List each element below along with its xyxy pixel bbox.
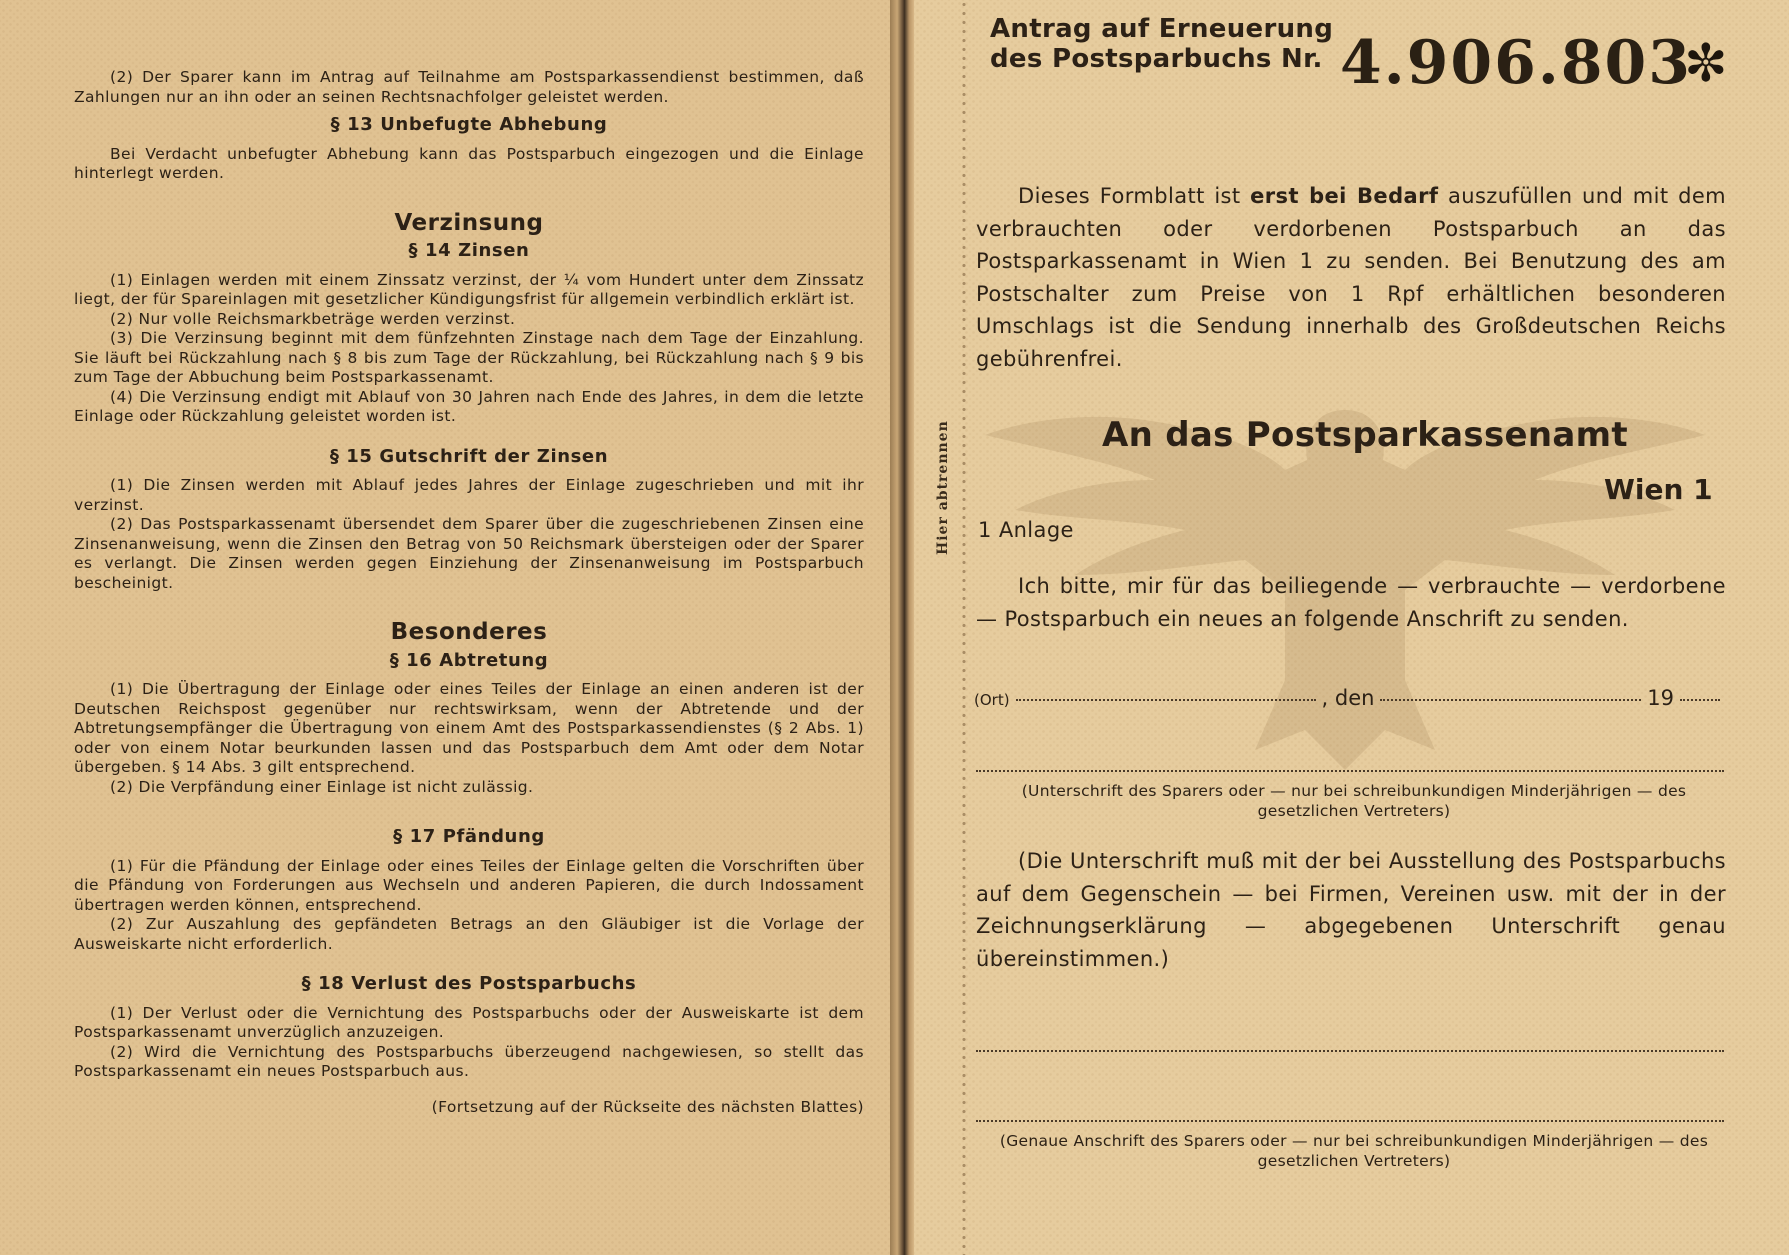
section-17-title: § 17 Pfändung: [393, 826, 545, 847]
section-17-p1: (1) Für die Pfändung der Einlage oder eines Teiles der Einlage gelten die Vorschriften über die Pfändung von Forderungen aus Wechseln und anderen Papieren, die durch Indossament übertragen werden können, entsprechend.: [74, 856, 864, 914]
section-18-p2: (2) Wird die Vernichtung des Postsparbuchs überzeugend nachgewiesen, so stellt das Postsparkassenamt ein neues Postsparbuch aus.: [74, 1042, 864, 1080]
section-14-p3: (3) Die Verzinsung beginnt mit dem fünfzehnten Zinstage nach dem Tage der Einzahlung. Sie läuft bei Rückzahlung nach § 8 bis zum Tage der Rückzahlung, bei Rückzahlung nach § 9 bis zum Tage der Abbuchung beim Postsparkassenamt.: [74, 329, 864, 386]
form-title-line-2: des Postsparbuchs Nr.: [990, 44, 1323, 74]
section-16-p2: (2) Die Verpfändung einer Einlage ist nicht zulässig.: [110, 777, 534, 796]
signature-field[interactable]: [976, 770, 1724, 772]
enclosure-note: 1 Anlage: [978, 518, 1074, 542]
book-gutter: [890, 0, 914, 1255]
place-label: (Ort): [974, 691, 1010, 709]
ornament-star-icon: ✼: [1684, 34, 1728, 94]
place-field[interactable]: [1016, 698, 1316, 701]
year-field[interactable]: [1680, 698, 1720, 701]
instructions-emphasis: erst bei Bedarf: [1250, 184, 1439, 208]
addressee-heading: An das Postsparkassenamt: [1102, 415, 1628, 455]
place-date-row: [974, 686, 1726, 710]
date-label: , den: [1321, 686, 1375, 710]
section-15-title: § 15 Gutschrift der Zinsen: [329, 445, 609, 467]
section-14-p2: (2) Nur volle Reichsmarkbeträge werden verzinst.: [110, 309, 516, 328]
section-15-p1: (1) Die Zinsen werden mit Ablauf jedes Jahres der Einlage zugeschrieben und mit ihr verzinst.: [74, 476, 864, 514]
continuation-note: (Fortsetzung auf der Rückseite des nächsten Blattes): [431, 1097, 864, 1116]
section-18-p1: (1) Der Verlust oder die Vernichtung des Postsparbuchs oder der Ausweiskarte ist dem Postsparkassenamt unverzüglich anzuzeigen.: [74, 1003, 864, 1041]
form-instructions: [976, 180, 1726, 375]
address-caption: (Genaue Anschrift des Sparers oder — nur bei schreibunkundigen Minderjährigen — des gesetzlichen Vertreters): [999, 1132, 1709, 1170]
address-field-line-2[interactable]: [976, 1120, 1724, 1122]
section-18-title: § 18 Verlust des Postsparbuchs: [301, 973, 637, 994]
signature-note: [976, 845, 1726, 975]
section-16-title: § 16 Abtretung: [389, 649, 549, 671]
section-17-p2: (2) Zur Auszahlung des gepfändeten Betrags an den Gläubiger ist die Vorlage der Ausweiskarte nicht erforderlich.: [74, 915, 864, 953]
signature-note-text: (Die Unterschrift muß mit der bei Ausstellung des Postsparbuchs auf dem Gegenschein — bei Firmen, Vereinen usw. mit der in der Zeichnungserklärung — abgegebenen Unterschrift genau übereinstimmen.): [976, 849, 1726, 971]
section-16-p1: (1) Die Übertragung der Einlage oder eines Teiles der Einlage an einen anderen ist der Deutschen Reichspost gegenüber nur rechtswirksam, wenn der Abtretende und der Abtretungsempfänger die Übertragung von einem Amt des Postsparkassendienstes (§ 2 Abs. 1) oder von einem Notar beurkunden lassen und das Postsparbuch dem Amt oder dem Notar übergeben. § 14 Abs. 3 gilt entsprechend.: [74, 680, 864, 776]
heading-besonderes: Besonderes: [390, 619, 548, 645]
left-page-text: [74, 68, 864, 1117]
section-13-title: § 13 Unbefugte Abhebung: [330, 114, 608, 135]
addressee-city: Wien 1: [1604, 473, 1713, 506]
request-sentence: Ich bitte, mir für das beiliegende — verbrauchte — verdorbene — Postsparbuch ein neues an folgende Anschrift zu senden.: [976, 574, 1726, 631]
section-13-text: Bei Verdacht unbefugter Abhebung kann das Postsparbuch eingezogen und die Einlage hinterlegt werden.: [74, 144, 864, 182]
section-14-p1: (1) Einlagen werden mit einem Zinssatz verzinst, der ¼ vom Hundert unter dem Zinssatz liegt, der für Spareinlagen mit gesetzlicher Kündigungsfrist für allgemein verbindlich erklärt ist.: [74, 270, 864, 308]
perforation-line: [962, 0, 966, 1255]
request-text: [976, 570, 1726, 635]
section-14-title: § 14 Zinsen: [408, 240, 530, 261]
date-field[interactable]: [1380, 698, 1641, 701]
year-prefix: 19: [1647, 686, 1674, 710]
tear-off-label: Hier abtrennen: [935, 420, 951, 555]
form-title-line-1: Antrag auf Erneuerung: [990, 14, 1334, 44]
paragraph-12-continuation: (2) Der Sparer kann im Antrag auf Teilnahme am Postsparkassendienst bestimmen, daß Zahlungen nur an ihn oder an seinen Rechtsnachfolger geleistet werden.: [74, 68, 864, 106]
instructions-rest: auszufüllen und mit dem verbrauchten oder verdorbenen Postsparbuch an das Postsparkassenamt in Wien 1 zu senden. Bei Benutzung des am Postschalter zum Preise von 1 Rpf erhältlichen besonderen Umschlags ist die Sendung innerhalb des Großdeutschen Reichs gebührenfrei.: [976, 184, 1726, 371]
instructions-start: Dieses Formblatt ist: [1018, 184, 1251, 208]
section-14-p4: (4) Die Verzinsung endigt mit Ablauf von 30 Jahren nach Ende des Jahres, in dem die letzte Einlage oder Rückzahlung geleistet worden ist.: [74, 387, 864, 425]
section-15-p2: (2) Das Postsparkassenamt übersendet dem Sparer über die zugeschriebenen Zinsen eine Zinsenanweisung, wenn die Zinsen den Betrag von 50 Reichsmark übersteigen oder der Sparer es verlangt. Die Zinsen werden gegen Einziehung der Zinsenanweisung im Postsparbuch bescheinigt.: [74, 515, 864, 592]
heading-verzinsung: Verzinsung: [394, 209, 544, 236]
form-title: [990, 14, 1333, 74]
passbook-number: 4.906.803: [1340, 28, 1693, 98]
signature-caption: (Unterschrift des Sparers oder — nur bei schreibunkundigen Minderjährigen — des gesetzlichen Vertreters): [1021, 782, 1687, 820]
address-field-line-1[interactable]: [976, 1050, 1724, 1052]
